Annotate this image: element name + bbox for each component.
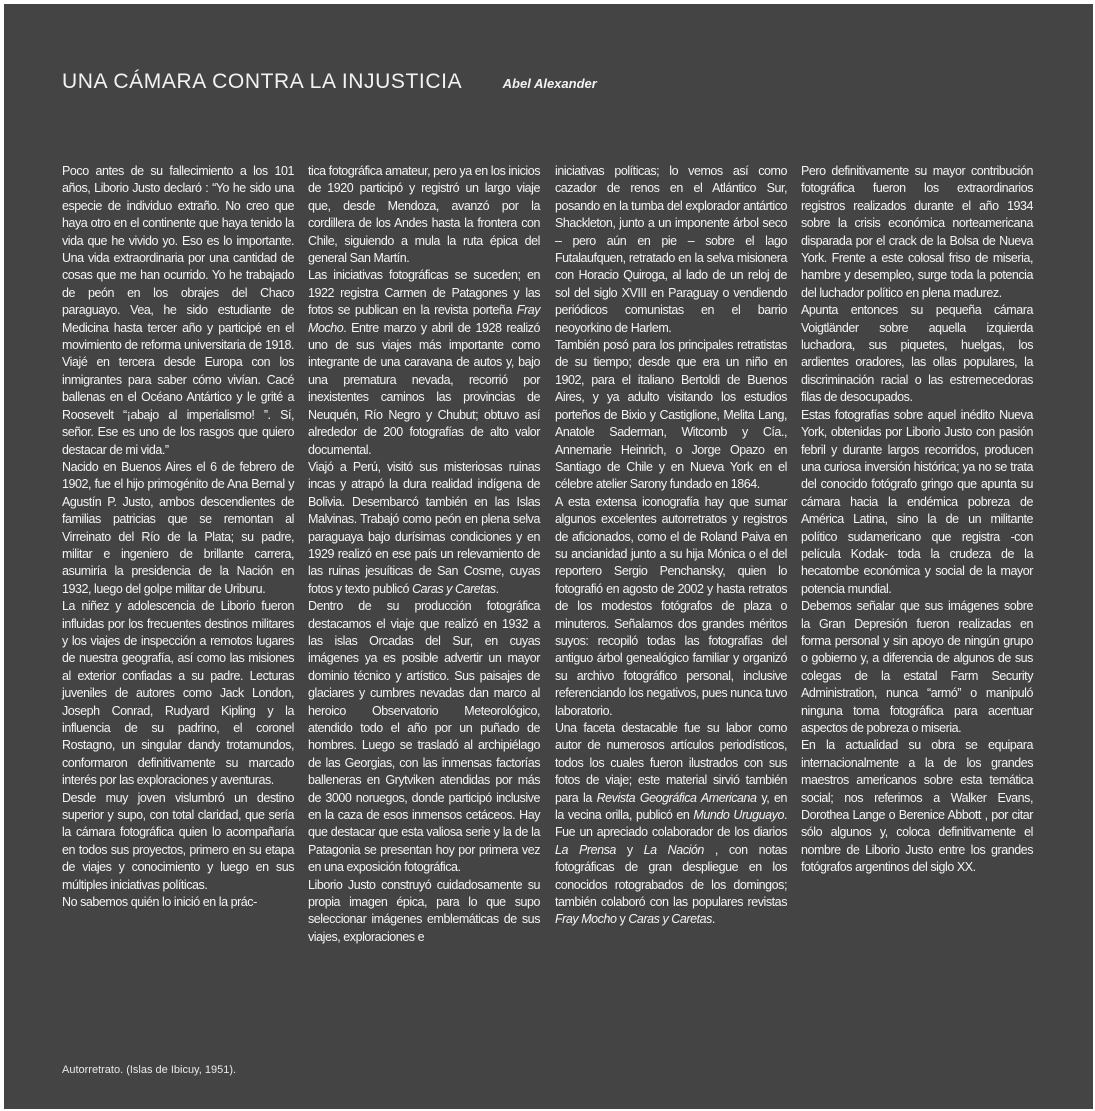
- paragraph: Nacido en Buenos Aires el 6 de febrero de 1902, fue el hijo primogénito de Ana Bernal y Agustín P. Justo, ambos descendientes de familias patricias que se remontan al Virreinato del Río de la Plata; su padre, militar e ingeniero de brillante carrera, asumiría la presidencia de la Nación en 1932, luego del golpe militar de Uriburu.: [62, 459, 294, 596]
- publication-name: Revista Geográfica Americana: [596, 790, 757, 805]
- text-run: .: [495, 581, 499, 596]
- text-run: y: [616, 912, 629, 927]
- paragraph: Estas fotografías sobre aquel inédito Nueva York, obtenidas por Liborio Justo con pasión febril y durante largos recorridos, producen una curiosa inversión histórica; ya no se trata del conocido fotógrafo gringo que apunta su cámara hacia la endémica pobreza de América Latina, sino la de un militante político sudamericano que registra -con película Kodak- toda la crudeza de la hecatombe económica y social de la mayor potencia mundial.: [801, 407, 1033, 596]
- photo-caption: Autorretrato. (Islas de Ibicuy, 1951).: [62, 1064, 237, 1076]
- publication-name: Fray Mocho: [555, 912, 617, 927]
- paragraph: [308, 459, 540, 598]
- paragraph: tica fotográfica amateur, pero ya en los inicios de 1920 participó y registró un largo viaje que, desde Mendoza, avanzó por la cordillera de los Andes hasta la frontera con Chile, siguiendo a mula la ruta épica del general San Martín.: [308, 164, 541, 266]
- text-column-1: [62, 163, 294, 911]
- paragraph: iniciativas políticas; lo vemos así como cazador de renos en el Atlántico Sur, posando en la tumba del explorador antártico Shackleton, junto a un imponente árbol seco – pero aún en pie – sobre el lago Futalaufquen, retratado en la selva misionera con Horacio Quiroga, al lado de un reloj de sol del siglo XVIII en Paraguay o vendiendo periódicos comunistas en el barrio neoyorkino de Harlem.: [555, 164, 787, 335]
- text-column-3: [555, 163, 787, 929]
- article-author: Abel Alexander: [502, 76, 597, 91]
- article-title: UNA CÁMARA CONTRA LA INJUSTICIA: [62, 70, 463, 93]
- paragraph: Pero definitivamente su mayor contribución fotográfica fueron los extraordinarios registros realizados durante el año 1934 sobre la crisis económica norteamericana disparada por el crack de la Bolsa de Nueva York. Frente a este colosal friso de miseria, hambre y desempleo, surge toda la potencia del luchador político en plena madurez.: [801, 164, 1033, 300]
- paragraph: Desde muy joven vislumbró un destino superior y supo, con total claridad, que sería la cámara fotográfica quien lo acompañaría en todos sus proyectos, primero en su etapa de viajes y conocimiento y luego en sus múltiples iniciativas políticas.: [62, 790, 294, 892]
- text-column-4: [801, 163, 1033, 877]
- paragraph: La niñez y adolescencia de Liborio fueron influidas por los frecuentes destinos militares y los viajes de inspección a remotos lugares de nuestra geografía, así como las misiones al exterior confiadas a su padre. Lecturas juveniles de autores como Jack London, Joseph Conrad, Rudyard Kipling y la influencia de su padrino, el coronel Rostagno, un singular dandy trotamundos, conformaron definitivamente su marcado interés por las exploraciones y aventuras.: [62, 599, 294, 788]
- publication-name: La Nación: [643, 842, 704, 857]
- publication-name: Caras y Caretas: [628, 912, 712, 927]
- text-run: Viajó a Perú, visitó sus misteriosas ruinas incas y atrapó la dura realidad indígena de Bolivia. Desembarcó también en las Islas Malvinas. Trabajó como peón en plena selva paraguaya bajo durísimas condiciones y en 1929 realizó en ese país un relevamiento de las ruinas jesuíticas de San Cosme, cuyas fotos y texto publicó: [308, 459, 540, 596]
- text-column-2: [308, 163, 540, 946]
- text-run: Una faceta destacable fue su labor como autor de numerosos artículos periodísticos, todos los cuales fueron ilustrados con sus fotos de viaje; este material sirvió también para la: [555, 721, 787, 805]
- paragraph: A esta extensa iconografía hay que sumar algunos excelentes autorretratos y registros de aficionados, como el de Roland Paiva en su ancianidad junto a su hija Mónica o el del reportero Sergio Penchansky, quien lo fotografió en agosto de 2002 y hasta retratos de los modestos fotógrafos de plaza o minuteros. Señalamos dos grandes méritos suyos: recopiló todas las fotografías del antiguo árbol genealógico familiar y organizó su archivo fotográfico personal, inclusive referenciando los negativos, pues nunca tuvo laboratorio.: [555, 494, 787, 718]
- text-run: Las iniciativas fotográficas se suceden; en 1922 registra Carmen de Patagones y las fotos se publican en la revista porteña: [308, 268, 540, 318]
- paragraph: [555, 720, 787, 929]
- paragraph: No sabemos quién lo inició en la prác-: [62, 895, 257, 910]
- publication-name: Caras y Caretas: [412, 581, 496, 596]
- text-run: .: [711, 912, 715, 927]
- text-run: y: [615, 842, 644, 857]
- paragraph: Apunta entonces su pequeña cámara Voigtländer sobre aquella izquierda luchadora, sus piquetes, huelgas, los ardientes oradores, las ollas populares, la discriminación racial o las estremecedoras filas de desocupados.: [801, 303, 1033, 405]
- paragraph: También posó para los principales retratistas de su tiempo; desde que era un niño en 1902, para el italiano Bertoldi de Buenos Aires, y ya adulto visitando los estudios porteños de Bixio y Castiglione, Melita Lang, Anatole Saderman, Witcomb y Cía., Annemarie Heinrich, o Jorge Opazo en Santiago de Chile y en Nueva York en el célebre atelier Sarony fundado en 1864.: [555, 338, 787, 492]
- paragraph: Poco antes de su fallecimiento a los 101 años, Liborio Justo declaró : “Yo he sido una especie de individuo extraño. No creo que haya otro en el continente que haya tenido la vida que he vivido yo. Eso es lo importante. Una vida extraordinaria por una cantidad de cosas que me han ocurrido. Yo he trabajado de peón en los obrajes del Chaco paraguayo. Vea, he sido estudiante de Medicina hasta tercer año y participé en el movimiento de reforma universitaria de 1918. Viajé en tercera desde Europa con los inmigrantes para saber cómo vivían. Cacé ballenas en el Océano Antártico y le grité a Roosevelt “¡abajo al imperialismo! ”. Sí, señor. Ese es uno de los rasgos que quiero destacar de mi vida.”: [62, 164, 294, 457]
- paragraph: Liborio Justo construyó cuidadosamente su propia imagen épica, para lo que supo seleccionar imágenes emblemáticas de sus viajes, exploraciones e: [308, 877, 540, 944]
- paragraph: Dentro de su producción fotográfica destacamos el viaje que realizó en 1932 a las islas Orcadas del Sur, en cuyas imágenes ya es posible advertir un mayor dominio técnico y artístico. Sus paisajes de glaciares y cumbres nevadas dan marco al heroico Observatorio Meteorológico, atendido todo el año por un puñado de hombres. Luego se trasladó al archipiélago de las Georgias, con las inmensas factorías balleneras en Grytviken atendidas por más de 3000 noruegos, donde participó inclusive en la caza de esos inmensos cetáceos. Hay que destacar que esta valiosa serie y la de la Patagonia se presentan hoy por primera vez en una exposición fotográfica.: [308, 599, 540, 875]
- text-run: . Fue un apreciado colaborador de los diarios: [555, 808, 787, 840]
- paragraph: Debemos señalar que sus imágenes sobre la Gran Depresión fueron realizadas en forma personal y sin apoyo de ningún grupo o gobierno y, a diferencia de algunos de sus colegas de la estatal Farm Security Administration, nunca “armó” o manipuló ninguna toma fotográfica para acentuar aspectos de pobreza o miseria.: [801, 599, 1033, 735]
- paragraph: [308, 267, 540, 458]
- text-run: y, en la vecina orilla, publicó en: [555, 790, 787, 823]
- text-run: . Entre marzo y abril de 1928 realizó uno de sus viajes más importante como integrante de una caravana de autos y, bajo una prematura nevada, recorrió por inexistentes caminos las provincias de Neuquén, Río Negro y Chubut; obtuvo así alrededor de 200 fotografías de alto valor documental.: [308, 320, 540, 457]
- article-page: [4, 4, 1093, 1109]
- publication-name: La Prensa: [555, 842, 616, 857]
- paragraph: En la actualidad su obra se equipara internacionalmente a la de los grandes maestros americanos sobre esta temática social; nos referimos a Walker Evans, Dorothea Lange o Berenice Abbott , por citar sólo algunos y, coloca definitivamente el nombre de Liborio Justo entre los grandes fotógrafos argentinos del siglo XX.: [801, 738, 1033, 875]
- publication-name: Mundo Uruguayo: [693, 808, 784, 823]
- article-header: [62, 70, 597, 94]
- text-run: , con notas fotográficas de gran despliegue en los conocidos rotograbados de los domingos; también colaboró con las populares revistas: [555, 842, 787, 910]
- publication-name: Fray Mocho: [308, 303, 540, 335]
